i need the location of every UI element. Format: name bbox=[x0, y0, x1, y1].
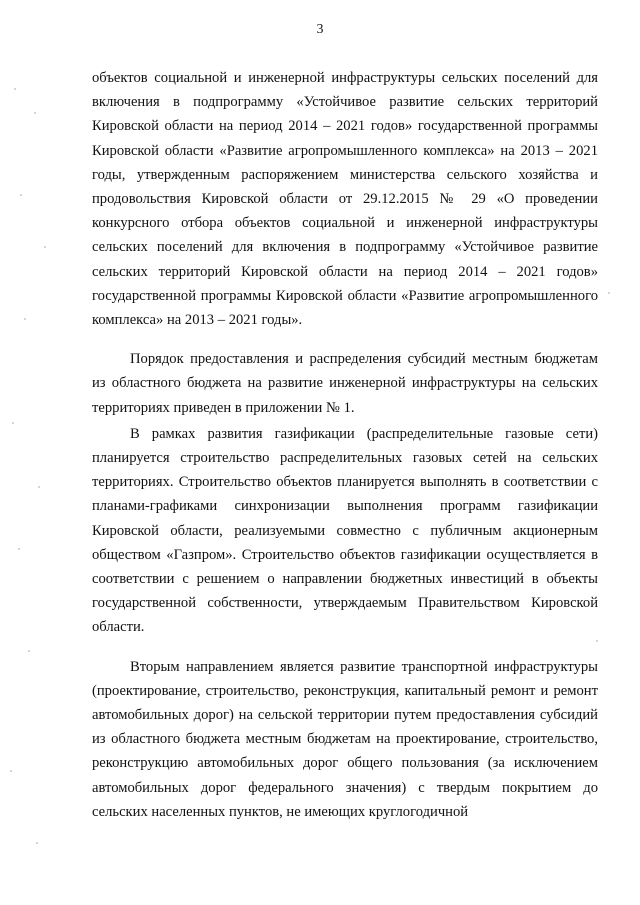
scan-speck bbox=[38, 486, 40, 488]
scan-speck bbox=[10, 770, 12, 772]
scan-speck bbox=[18, 548, 20, 550]
page-number: 3 bbox=[316, 22, 324, 37]
paragraph-transport-infrastructure: Вторым направлением является развитие транспортной инфраструктуры (проектирование, строительство, реконструкция, капитальный ремонт и ремонт автомобильных дорог) на сельской территории путем предоставления субсидий из областного бюджета местным бюджетам на проектирование, строительство, реконструкцию автомобильных дорог общего пользования (за исключением автомобильных дорог федерального значения) с твердым покрытием до сельских населенных пунктов, не имеющих круглогодичной bbox=[92, 658, 598, 820]
paragraph-gasification: В рамках развития газификации (распределительные газовые сети) планируется строительство распределительных газовых сетей на сельских территориях. Строительство объектов планируется выполнять в соответствии с планами-графиками синхронизации выполнения программ газификации Кировской области, реализуемыми совместно с публичным акционерным обществом «Газпром». Строительство объектов газификации осуществляется в соответствии с решением о направлении бюджетных инвестиций в объекты государственной собственности, утверждаемым Правительством Кировской области. bbox=[92, 425, 598, 636]
scan-speck bbox=[36, 842, 38, 844]
scan-speck bbox=[44, 246, 46, 248]
scan-speck bbox=[20, 194, 22, 196]
paragraph-continuation: объектов социальной и инженерной инфраструктуры сельских поселений для включения в подпрограмму «Устойчивое развитие сельских территорий Кировской области на период 2014 – 2021 годов» государственной программы Кировской области «Развитие агропромышленного комплекса» на 2013 – 2021 годы, утвержденным распоряжением министерства сельского хозяйства и продовольствия Кировской области от 29.12.2015 № 29 «О проведении конкурсного отбора объектов социальной и инженерной инфраструктуры сельских поселений для включения в подпрограмму «Устойчивое развитие сельских территорий Кировской области на период 2014 – 2021 годов» государственной программы Кировской области «Развитие агропромышленного комплекса» на 2013 – 2021 годы». bbox=[92, 70, 598, 329]
scan-speck bbox=[596, 640, 598, 642]
scan-speck bbox=[12, 422, 14, 424]
scan-speck bbox=[24, 318, 26, 320]
scan-speck bbox=[34, 112, 36, 114]
paragraph-subsidies-order: Порядок предоставления и распределения субсидий местным бюджетам из областного бюджета на развитие инженерной инфраструктуры на сельских территориях приведен в приложении № 1. bbox=[92, 351, 598, 416]
scan-speck bbox=[608, 292, 610, 294]
body-text bbox=[92, 66, 598, 824]
scan-speck bbox=[28, 650, 30, 652]
scan-speck bbox=[14, 88, 16, 90]
